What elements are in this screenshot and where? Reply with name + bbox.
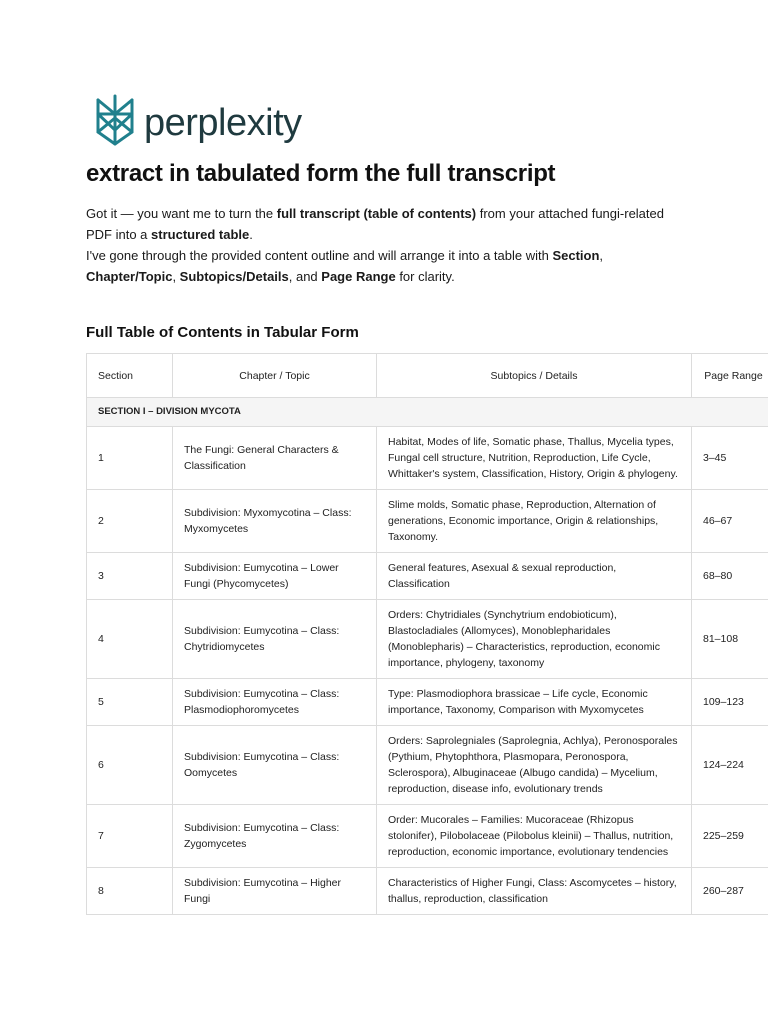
page-title: extract in tabulated form the full transcript [86,160,556,187]
cell-chapter: Subdivision: Eumycotina – Class: Zygomycetes [173,805,377,868]
body-text: Got it — you want me to turn the [86,206,277,221]
cell-section: 1 [87,427,173,490]
cell-subtopics: Slime molds, Somatic phase, Reproduction, Alternation of generations, Economic importance, Origin & relationships, Taxonomy. [377,490,692,553]
cell-subtopics: Habitat, Modes of life, Somatic phase, Thallus, Mycelia types, Fungal cell structure, Nutrition, Reproduction, Life Cycle, Whittaker's system, Classification, History, Origin & phylogeny. [377,427,692,490]
cell-page-range: 260–287 [692,868,768,915]
cell-chapter: Subdivision: Myxomycotina – Class: Myxomycetes [173,490,377,553]
cell-section: 6 [87,726,173,805]
emphasis-text: full transcript (table of contents) [276,206,477,221]
table-row [87,427,768,490]
cell-subtopics: Type: Plasmodiophora brassicae – Life cycle, Economic importance, Taxonomy, Comparison with Myxomycetes [377,679,692,726]
intro-text [86,203,686,287]
cell-chapter: Subdivision: Eumycotina – Class: Plasmodiophoromycetes [173,679,377,726]
brand-logo[interactable] [94,94,302,151]
cell-chapter: Subdivision: Eumycotina – Lower Fungi (Phycomycetes) [173,553,377,600]
cell-page-range: 68–80 [692,553,768,600]
cell-section: 3 [87,553,173,600]
cell-section: 4 [87,600,173,679]
cell-subtopics: Characteristics of Higher Fungi, Class: Ascomycetes – history, thallus, reproduction, classification [377,868,692,915]
body-text: , and [288,269,322,284]
header-chapter: Chapter / Topic [173,354,377,398]
cell-section: 2 [87,490,173,553]
table-row [87,868,768,915]
cell-page-range: 225–259 [692,805,768,868]
table-row [87,726,768,805]
cell-subtopics: Orders: Saprolegniales (Saprolegnia, Achlya), Peronosporales (Pythium, Phytophthora, Plasmopara, Peronospora, Sclerospora), Albuginaceae (Albugo candida) – Mycelium, reproduction, disease info, evolutionary trends [377,726,692,805]
body-text: from your attached fungi-related PDF into a [86,206,664,242]
body-text: I've gone through the provided content outline and will arrange it into a table with [86,248,553,263]
intro-paragraph-2 [86,245,686,287]
toc-table [86,353,768,915]
table-heading: Full Table of Contents in Tabular Form [86,324,359,341]
cell-chapter: The Fungi: General Characters & Classification [173,427,377,490]
emphasis-text: Subtopics/Details [179,269,289,284]
cell-page-range: 46–67 [692,490,768,553]
cell-page-range: 3–45 [692,427,768,490]
table-row [87,679,768,726]
header-page-range: Page Range [692,354,768,398]
cell-section: 8 [87,868,173,915]
section-group-label: SECTION I – DIVISION MYCOTA [87,398,768,427]
cell-subtopics: Order: Mucorales – Families: Mucoraceae (Rhizopus stolonifer), Pilobolaceae (Pilobolus kleinii) – Thallus, nutrition, reproduction, economic importance, evolutionary tendencies [377,805,692,868]
cell-chapter: Subdivision: Eumycotina – Class: Chytridiomycetes [173,600,377,679]
intro-paragraph-1 [86,203,686,245]
perplexity-logo-icon [94,94,136,151]
emphasis-text: Page Range [321,269,396,284]
table-row [87,553,768,600]
table-row [87,805,768,868]
table-header-row [87,354,768,398]
cell-section: 7 [87,805,173,868]
header-section: Section [87,354,173,398]
emphasis-text: Chapter/Topic [86,269,173,284]
table-row [87,600,768,679]
brand-name: perplexity [144,101,302,144]
cell-page-range: 109–123 [692,679,768,726]
table-row [87,490,768,553]
body-text: . [249,227,253,242]
body-text: for clarity. [395,269,455,284]
header-subtopics: Subtopics / Details [377,354,692,398]
cell-subtopics: General features, Asexual & sexual reproduction, Classification [377,553,692,600]
body-text: , [599,248,604,263]
cell-section: 5 [87,679,173,726]
cell-page-range: 124–224 [692,726,768,805]
emphasis-text: Section [552,248,600,263]
cell-subtopics: Orders: Chytridiales (Synchytrium endobioticum), Blastocladiales (Allomyces), Monoblepharidales (Monoblepharis) – Characteristics, reproduction, economic importance, phylogeny, taxonomy [377,600,692,679]
cell-chapter: Subdivision: Eumycotina – Class: Oomycetes [173,726,377,805]
cell-page-range: 81–108 [692,600,768,679]
emphasis-text: structured table [151,227,250,242]
cell-chapter: Subdivision: Eumycotina – Higher Fungi [173,868,377,915]
section-group-row [87,398,768,427]
body-text: , [172,269,180,284]
